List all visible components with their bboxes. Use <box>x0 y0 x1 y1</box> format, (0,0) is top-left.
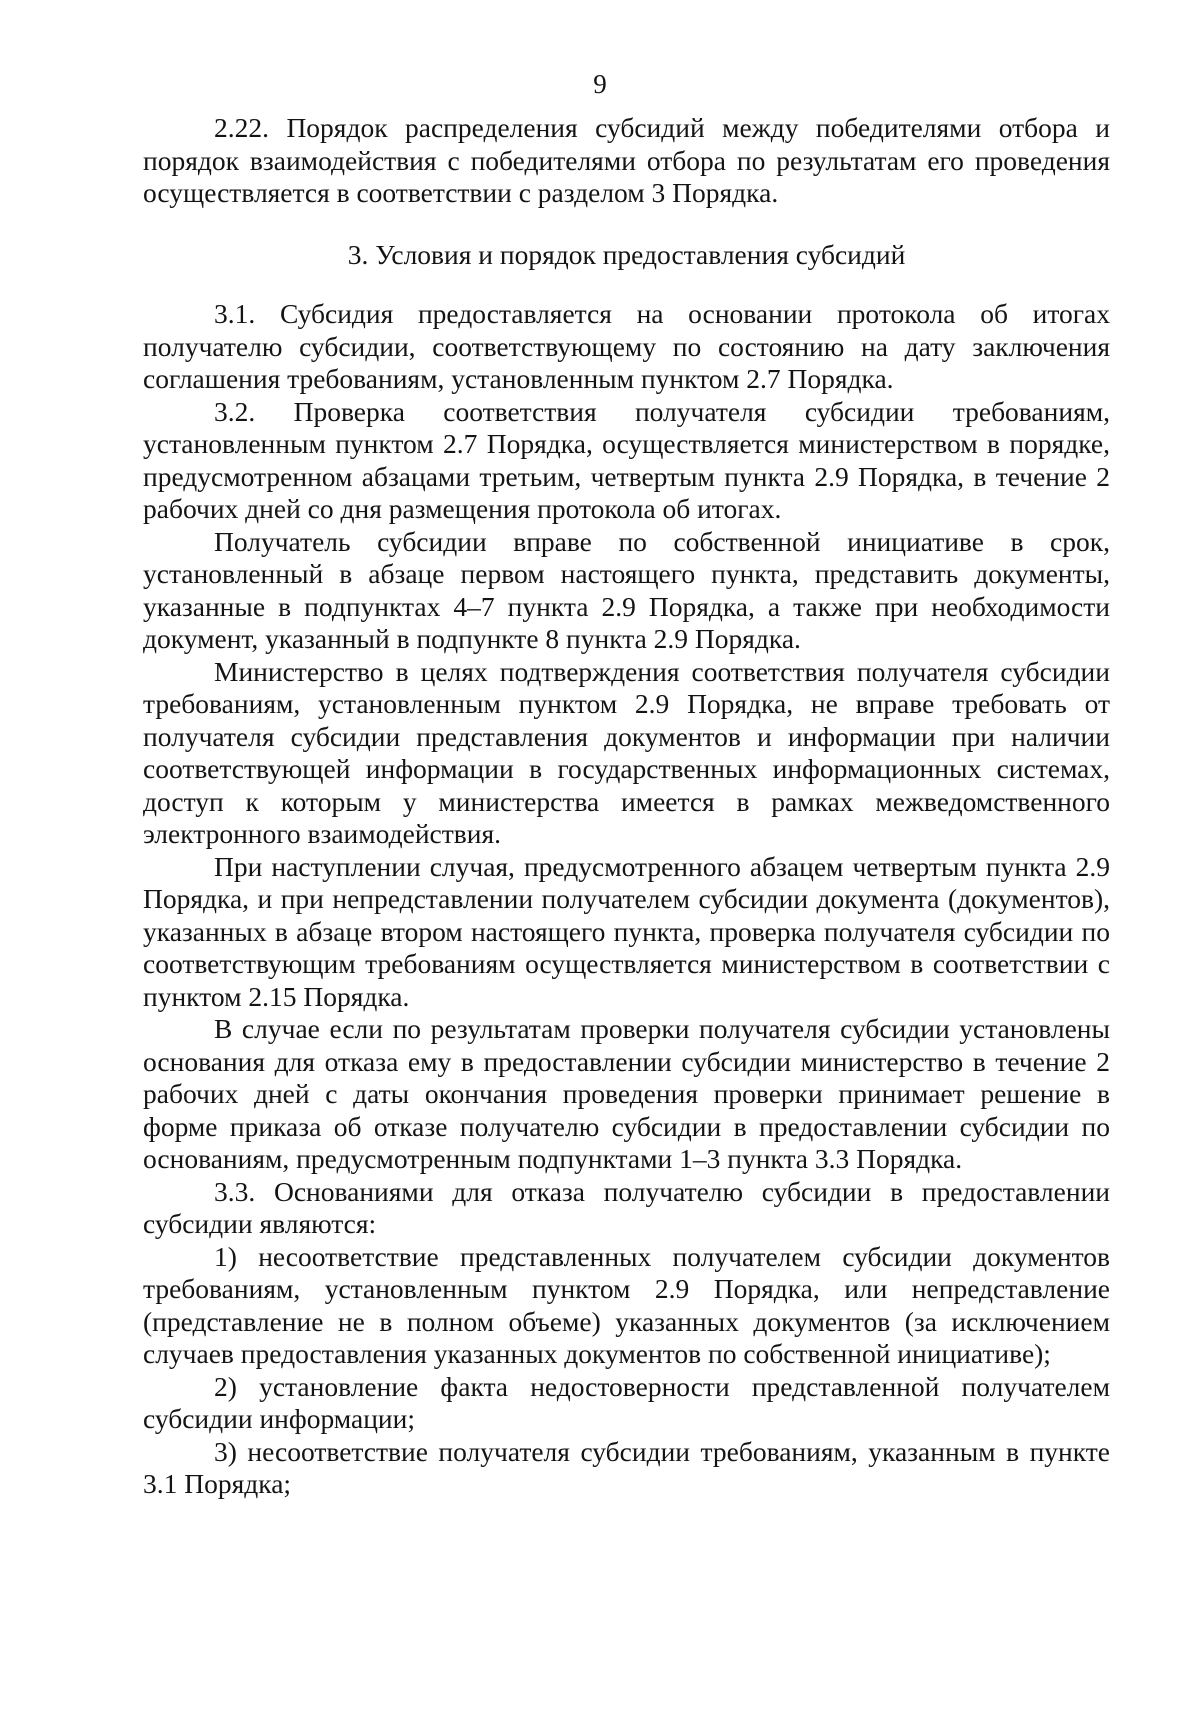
paragraph-3-3: 3.3. Основаниями для отказа получателю субсидии в предоставлении субсидии являются: <box>143 1175 1110 1239</box>
page-number: 9 <box>593 69 607 99</box>
paragraph-2-22: 2.22. Порядок распределения субсидий между победителями отбора и порядок взаимодействия с победителями отбора по результатам его проведения осуществляется в соответствии с разделом 3 Порядка. <box>143 112 1110 208</box>
paragraph-3-2-ministry-rights: Министерство в целях подтверждения соответствия получателя субсидии требованиям, установленным пунктом 2.9 Порядка, не вправе требовать от получателя субсидии представления документов и информации при наличии соответствующей информации в государственных информационных системах, доступ к которым у министерства имеется в рамках межведомственного электронного взаимодействия. <box>143 655 1110 849</box>
paragraph-3-2-own-initiative: Получатель субсидии вправе по собственной инициативе в срок, установленный в абзаце первом настоящего пункта, представить документы, указанные в подпунктах 4–7 пункта 2.9 Порядка, а также при необходимости документ, указанный в подпункте 8 пункта 2.9 Порядка. <box>143 525 1110 654</box>
list-item-2: 2) установление факта недостоверности представленной получателем субсидии информации; <box>143 1370 1110 1434</box>
section-heading: 3. Условия и порядок предоставления субсидий <box>347 238 906 270</box>
list-item-1: 1) несоответствие представленных получателем субсидии документов требованиям, установленным пунктом 2.9 Порядка, или непредставление (представление не в полном объеме) указанных документов (за исключением случаев предоставления указанных документов по собственной инициативе); <box>143 1240 1110 1369</box>
list-item-3: 3) несоответствие получателя субсидии требованиям, указанным в пункте 3.1 Порядка; <box>143 1435 1110 1499</box>
paragraph-3-2: 3.2. Проверка соответствия получателя субсидии требованиям, установленным пунктом 2.7 Порядка, осуществляется министерством в порядке, предусмотренном абзацами третьим, четвертым пункта 2.9 Порядка, в течение 2 рабочих дней со дня размещения протокола об итогах. <box>143 395 1110 524</box>
paragraph-3-2-case-fourth: При наступлении случая, предусмотренного абзацем четвертым пункта 2.9 Порядка, и при непредставлении получателем субсидии документа (документов), указанных в абзаце втором настоящего пункта, проверка получателя субсидии по соответствующим требованиям осуществляется министерством в соответствии с пунктом 2.15 Порядка. <box>143 850 1110 1012</box>
document-body <box>143 112 1110 1501</box>
paragraph-3-1: 3.1. Субсидия предоставляется на основании протокола об итогах получателю субсидии, соответствующему по состоянию на дату заключения соглашения требованиям, установленным пунктом 2.7 Порядка. <box>143 298 1110 394</box>
paragraph-3-2-refusal-decision: В случае если по результатам проверки получателя субсидии установлены основания для отказа ему в предоставлении субсидии министерство в течение 2 рабочих дней с даты окончания проведения проверки принимает решение в форме приказа об отказе получателю субсидии в предоставлении субсидии по основаниям, предусмотренным подпунктами 1–3 пункта 3.3 Порядка. <box>143 1013 1110 1174</box>
